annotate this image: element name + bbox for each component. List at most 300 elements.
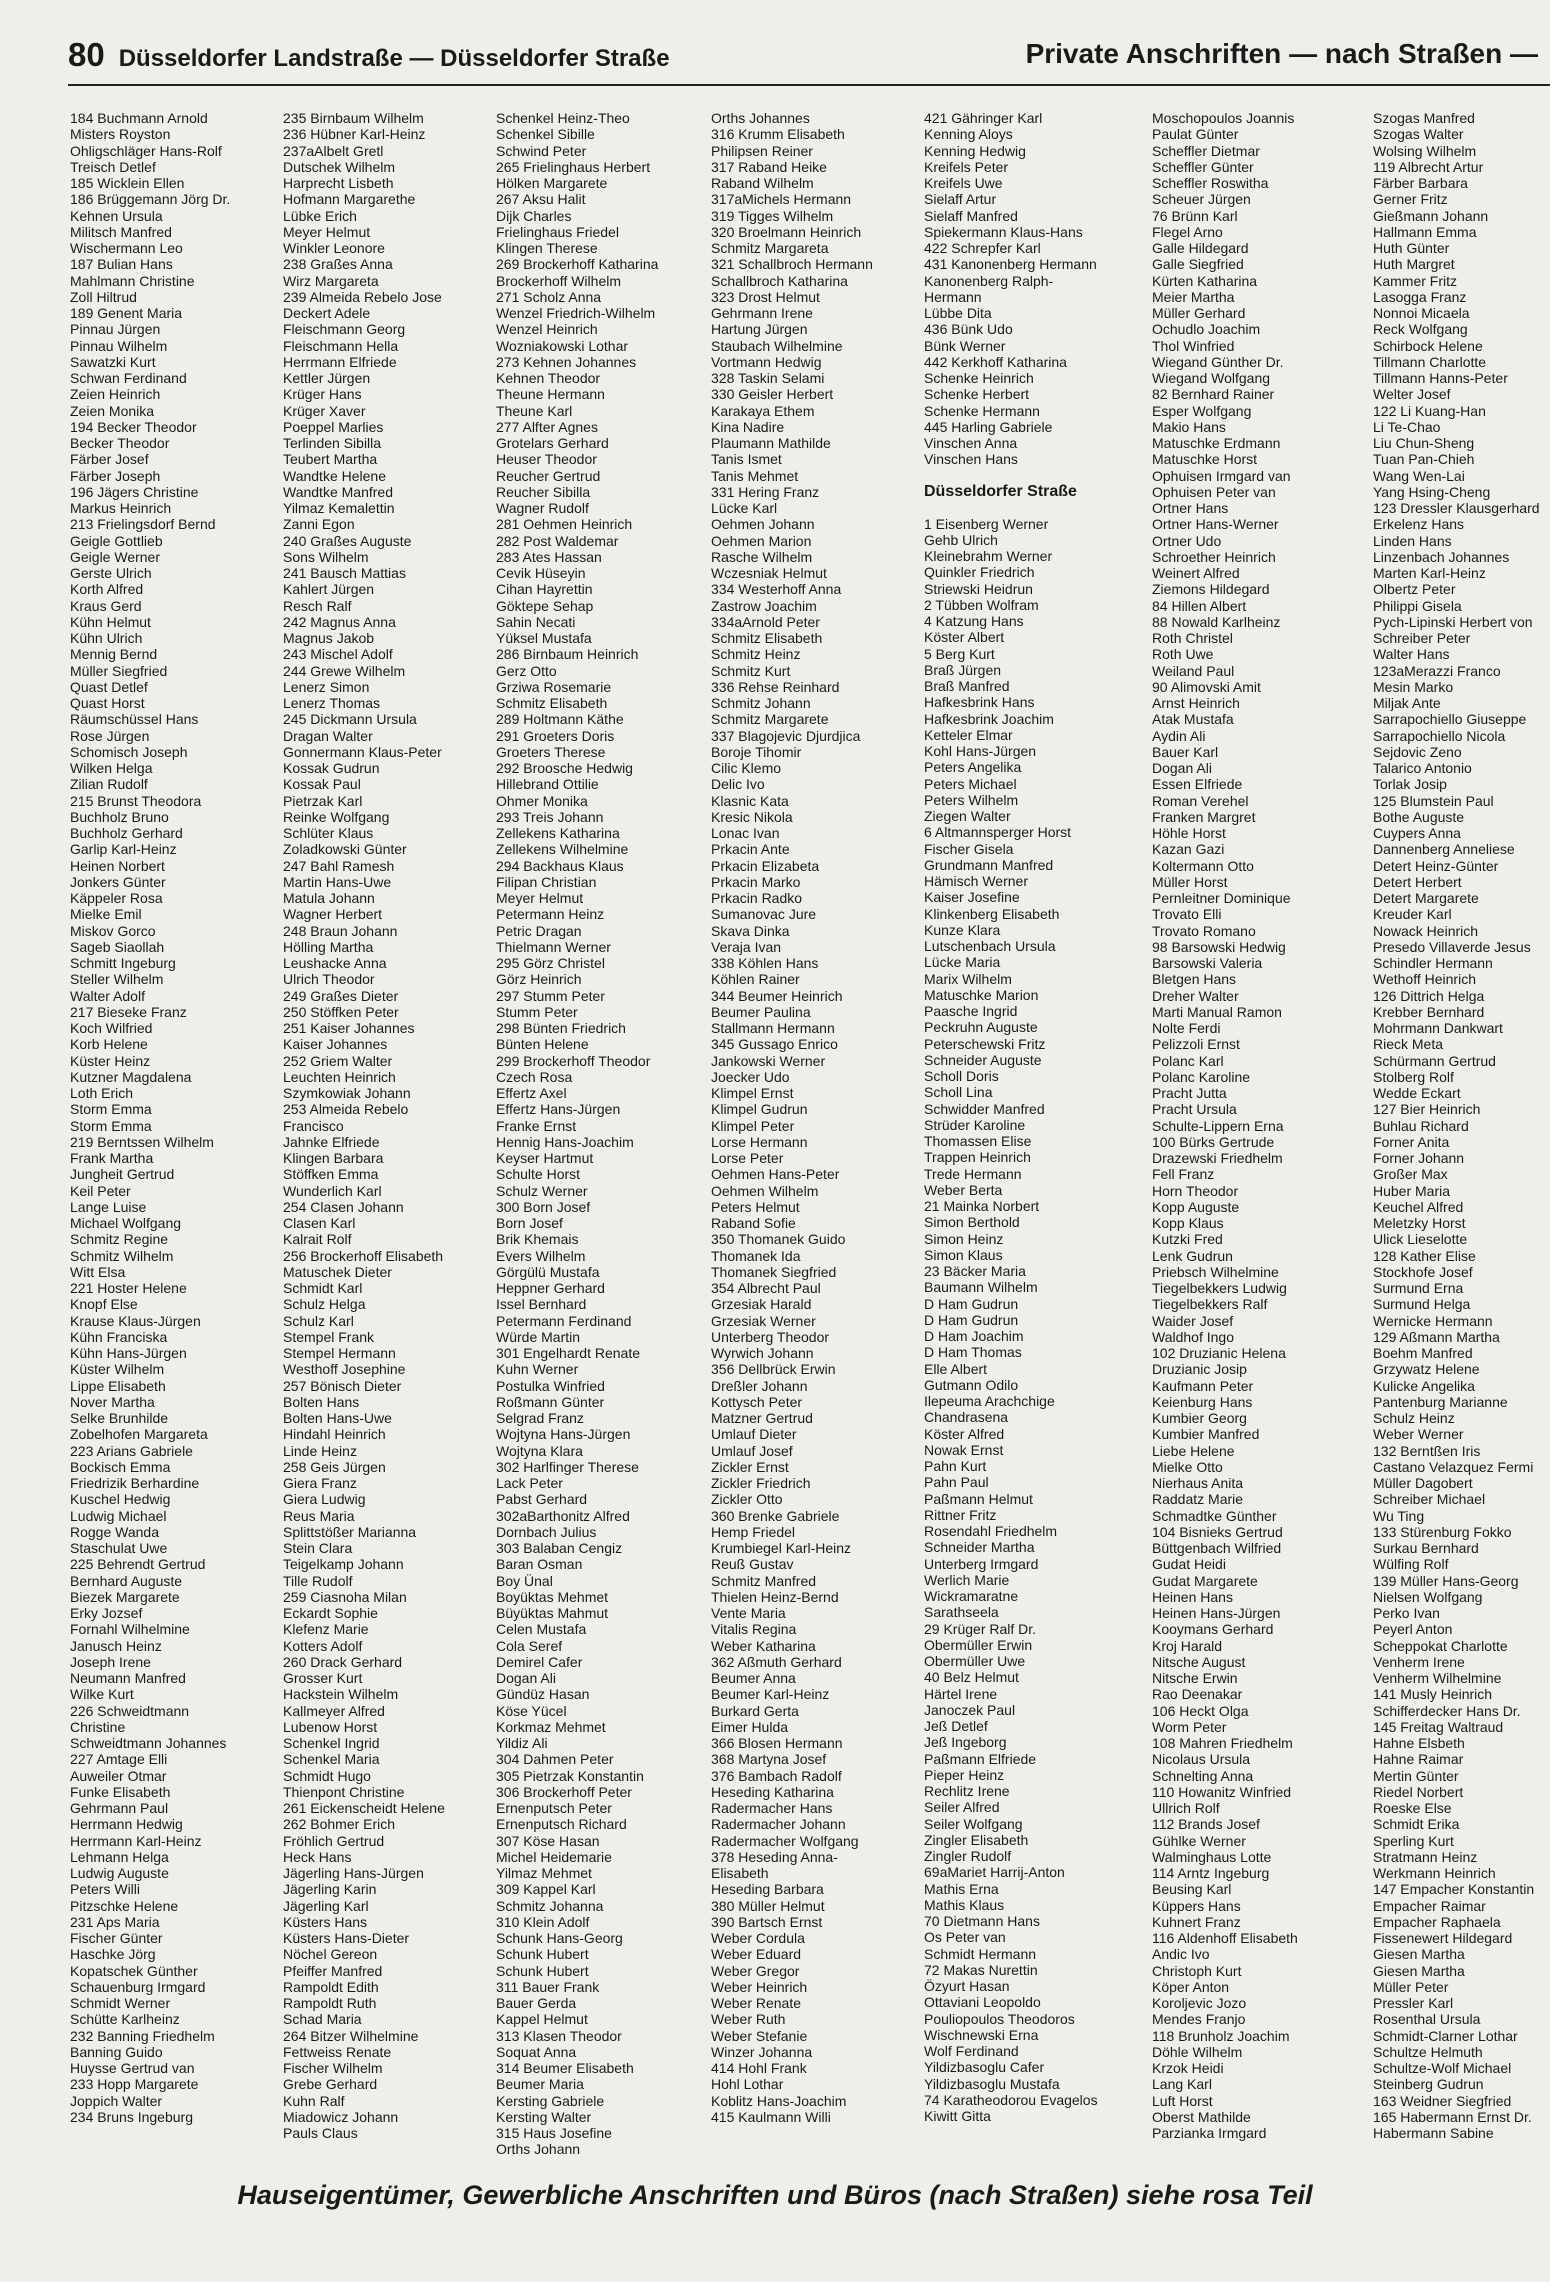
address-entry: Steller Wilhelm	[70, 971, 164, 988]
address-entry: 233 Hopp Margarete	[70, 2076, 199, 2093]
address-entry: Jankowski Werner	[711, 1052, 826, 1069]
address-entry: Empacher Raphaela	[1373, 1913, 1501, 1930]
address-entry: Horn Theodor	[1152, 1182, 1239, 1199]
address-entry: Biezek Margarete	[70, 1588, 180, 1605]
address-entry: Tanis Ismet	[711, 451, 782, 468]
address-entry: Celen Mustafa	[496, 1621, 587, 1638]
address-entry: 421 Gähringer Karl	[924, 110, 1043, 126]
address-entry: Lasogga Franz	[1373, 288, 1467, 305]
address-entry: Walter Hans	[1373, 646, 1450, 663]
address-entry: Yüksel Mustafa	[496, 630, 592, 646]
address-entry: Nover Martha	[70, 1393, 155, 1410]
address-entry: Cevik Hüseyin	[496, 565, 586, 581]
address-entry: Hahne Raimar	[1373, 1751, 1464, 1768]
address-entry: Sperling Kurt	[1373, 1832, 1454, 1849]
address-entry: Oehmen Wilhelm	[711, 1182, 819, 1199]
address-entry: Roth Christel	[1152, 630, 1233, 646]
address-entry: Trappen Heinrich	[924, 1149, 1031, 1166]
address-entry: Wozniakowski Lothar	[496, 337, 629, 354]
address-entry: Ottaviani Leopoldo	[924, 1994, 1041, 2011]
address-entry: Stempel Hermann	[283, 1345, 396, 1361]
address-entry: Wandtke Manfred	[283, 483, 393, 500]
address-entry: Seiler Wolfgang	[924, 1815, 1023, 1832]
address-entry: Prkacin Marko	[711, 873, 801, 890]
address-entry: Tille Rudolf	[283, 1572, 353, 1589]
address-entry: Habermann Sabine	[1373, 2125, 1494, 2141]
address-entry: Reinke Wolfgang	[283, 808, 390, 825]
address-entry: Essen Elfriede	[1152, 776, 1243, 793]
address-entry: Nitsche Erwin	[1152, 1670, 1238, 1686]
address-entry: Rechlitz Irene	[924, 1783, 1010, 1799]
address-entry: Rogge Wanda	[70, 1523, 159, 1540]
address-entry: Kulicke Angelika	[1373, 1377, 1475, 1394]
address-entry: 316 Krumm Elisabeth	[711, 126, 845, 143]
address-entry: Klingen Therese	[496, 240, 598, 256]
address-entry: Peters Willi	[70, 1881, 141, 1898]
address-entry: Hölken Margarete	[496, 175, 608, 191]
address-entry: Schallbroch Katharina	[711, 272, 848, 289]
address-entry: Schlüter Klaus	[283, 825, 374, 841]
address-entry: Scheuer Jürgen	[1152, 191, 1251, 208]
address-entry: Krüger Xaver	[283, 402, 366, 419]
address-entry: Zoladkowski Günter	[283, 841, 407, 858]
address-entry: Liu Chun-Sheng	[1373, 435, 1475, 451]
address-entry: Hallmann Emma	[1373, 223, 1477, 240]
address-entry: 132 Berntßen Iris	[1373, 1442, 1481, 1459]
address-entry: Schmidt Hugo	[283, 1767, 371, 1784]
address-entry: Peters Angelika	[924, 759, 1022, 776]
address-entry: Wilke Kurt	[70, 1686, 134, 1703]
address-entry: Surkau Bernhard	[1373, 1540, 1479, 1556]
address-entry: Wolf Ferdinand	[924, 2043, 1019, 2059]
address-entry: 69aMariet Harrij-Anton	[924, 1864, 1065, 1881]
address-entry: 70 Dietmann Hans	[924, 1913, 1040, 1929]
address-entry: Harprecht Lisbeth	[283, 175, 394, 191]
address-entry: 123aMerazzi Franco	[1373, 662, 1501, 679]
address-entry: Boehm Manfred	[1373, 1345, 1473, 1361]
address-entry: Knopf Else	[70, 1296, 138, 1313]
address-entry: Kohl Hans-Jürgen	[924, 743, 1037, 759]
address-entry: Werlich Marie	[924, 1571, 1010, 1588]
address-entry: 302aBarthonitz Alfred	[496, 1507, 630, 1524]
address-entry: Simon Heinz	[924, 1230, 1004, 1247]
address-entry: Kresic Nikola	[711, 808, 793, 825]
address-entry: Simon Berthold	[924, 1214, 1020, 1231]
address-entry: Selke Brunhilde	[70, 1410, 169, 1426]
address-entry: 165 Habermann Ernst Dr.	[1373, 2108, 1532, 2125]
address-entry: Boyüktas Mehmet	[496, 1588, 609, 1605]
address-entry: 366 Blosen Hermann	[711, 1735, 843, 1751]
address-entry: Vente Maria	[711, 1605, 786, 1621]
address-entry: Nöchel Gereon	[283, 1946, 378, 1963]
address-entry: Köhlen Rainer	[711, 971, 800, 988]
address-entry: Erky Jozsef	[70, 1605, 143, 1621]
address-entry: 237aAlbelt Gretl	[283, 142, 384, 159]
address-entry: Fischer Gisela	[924, 840, 1014, 857]
address-entry: Beumer Paulina	[711, 1003, 811, 1020]
address-entry: Ziegen Walter	[924, 808, 1011, 824]
address-entry: Herrmann Karl-Heinz	[70, 1832, 202, 1849]
address-entry: Kroj Harald	[1152, 1637, 1223, 1654]
address-entry: Grundmann Manfred	[924, 856, 1054, 873]
address-entry: Philippi Gisela	[1373, 597, 1462, 614]
address-entry: Ochudlo Joachim	[1152, 321, 1261, 338]
address-entry: 350 Thomanek Guido	[711, 1231, 846, 1248]
address-entry: 294 Backhaus Klaus	[496, 857, 624, 874]
address-entry: Radermacher Hans	[711, 1800, 833, 1816]
address-entry: 331 Hering Franz	[711, 483, 820, 500]
address-entry: Schenkel Ingrid	[283, 1735, 380, 1751]
address-entry: Dragan Walter	[283, 727, 373, 744]
address-entry: 334 Westerhoff Anna	[711, 581, 842, 598]
address-entry: Rose Jürgen	[70, 727, 150, 744]
page-title: Düsseldorfer Landstraße — Düsseldorfer Straße	[118, 45, 670, 72]
address-entry: Weber Cordula	[711, 1930, 805, 1946]
address-entry: Schulz Helga	[283, 1296, 366, 1313]
address-entry: Peterschewski Fritz	[924, 1035, 1046, 1052]
address-entry: Paasche Ingrid	[924, 1003, 1018, 1019]
address-entry: Martin Hans-Uwe	[283, 873, 392, 890]
address-entry: Wernicke Hermann	[1373, 1312, 1493, 1329]
address-entry: Beumer Anna	[711, 1670, 796, 1686]
address-entry: Bolten Hans-Uwe	[283, 1410, 392, 1426]
address-entry: Herrmann Hedwig	[70, 1816, 183, 1833]
address-entry: Thomassen Elise	[924, 1133, 1032, 1149]
address-entry: Grziwa Rosemarie	[496, 678, 612, 695]
address-entry: Hartung Jürgen	[711, 321, 808, 338]
address-entry: Sahin Necati	[496, 613, 576, 630]
address-entry: Kunze Klara	[924, 921, 1001, 938]
address-entry: Scheppokat Charlotte	[1373, 1637, 1508, 1654]
address-entry: Simon Klaus	[924, 1246, 1003, 1263]
address-entry: Heuser Theodor	[496, 451, 597, 468]
address-entry: Stumm Peter	[496, 1003, 578, 1020]
address-entry: Zickler Friedrich	[711, 1475, 811, 1491]
address-entry: D Ham Thomas	[924, 1344, 1022, 1361]
address-entry: Schnelting Anna	[1152, 1767, 1254, 1784]
address-entry: Cuypers Anna	[1373, 825, 1461, 841]
address-entry: Weber Katharina	[711, 1637, 816, 1654]
address-entry: 431 Kanonenberg Hermann	[924, 256, 1097, 273]
address-entry: 281 Oehmen Heinrich	[496, 516, 633, 533]
address-entry: Kottysch Peter	[711, 1393, 803, 1410]
address-entry: Gündüz Hasan	[496, 1686, 590, 1703]
address-entry: Miljak Ante	[1373, 695, 1441, 711]
address-entry: Ernenputsch Richard	[496, 1816, 627, 1833]
address-entry: Druzianic Josip	[1152, 1361, 1247, 1378]
address-entry: Roßmann Günter	[496, 1393, 605, 1410]
address-entry: Thomanek Siegfried	[711, 1263, 837, 1280]
address-entry: Reus Maria	[283, 1507, 355, 1524]
page-number: 80	[68, 36, 105, 73]
address-entry: Schwidder Manfred	[924, 1100, 1045, 1117]
address-entry: Jonkers Günter	[70, 873, 166, 890]
address-entry: 378 Heseding Anna-	[711, 1848, 838, 1865]
address-entry: Teigelkamp Johann	[283, 1556, 404, 1573]
address-entry: 344 Beumer Heinrich	[711, 987, 843, 1004]
address-entry: Hennig Hans-Joachim	[496, 1133, 634, 1150]
address-entry: 257 Bönisch Dieter	[283, 1377, 402, 1394]
address-entry: Jahnke Elfriede	[283, 1133, 380, 1150]
address-entry: Bolten Hans	[283, 1393, 360, 1410]
address-entry: Käppeler Rosa	[70, 890, 163, 906]
address-column-4	[711, 110, 916, 2125]
address-entry: Pracht Jutta	[1152, 1085, 1227, 1101]
address-entry: Tillmann Hanns-Peter	[1373, 370, 1508, 386]
address-entry: Pahn Paul	[924, 1474, 989, 1491]
address-entry: Kehnen Ursula	[70, 207, 163, 224]
address-entry: Korb Helene	[70, 1036, 148, 1053]
address-entry: Garlip Karl-Heinz	[70, 841, 177, 858]
address-entry: Splittstößer Marianna	[283, 1523, 417, 1540]
address-entry: Nolte Ferdi	[1152, 1020, 1221, 1036]
address-entry: Lange Luise	[70, 1198, 147, 1215]
address-entry: Ortner Udo	[1152, 532, 1222, 549]
address-entry: Matula Johann	[283, 890, 375, 906]
address-entry: Pouliopoulos Theodoros	[924, 2010, 1075, 2027]
address-entry: Kaiser Josefine	[924, 889, 1020, 906]
address-entry: Gudat Heidi	[1152, 1556, 1226, 1573]
address-entry: Loth Erich	[70, 1085, 134, 1101]
address-entry: 236 Hübner Karl-Heinz	[283, 126, 426, 143]
address-entry: 304 Dahmen Peter	[496, 1751, 614, 1768]
address-entry: Fornahl Wilhelmine	[70, 1621, 190, 1638]
address-entry: Heck Hans	[283, 1848, 352, 1865]
address-entry: 299 Brockerhoff Theodor	[496, 1052, 651, 1069]
address-entry: Schmidt Karl	[283, 1280, 363, 1296]
address-entry: Matuschke Horst	[1152, 451, 1258, 468]
address-entry: Frielinghaus Friedel	[496, 223, 619, 240]
address-entry: Schenke Heinrich	[924, 370, 1034, 386]
address-entry: Schenke Herbert	[924, 386, 1030, 403]
address-entry: Kleinebrahm Werner	[924, 548, 1053, 564]
address-entry: Cihan Hayrettin	[496, 581, 593, 598]
address-entry: Kersting Walter	[496, 2108, 592, 2125]
address-entry: 271 Scholz Anna	[496, 288, 602, 305]
address-entry: 295 Görz Christel	[496, 955, 605, 971]
address-entry: Selgrad Franz	[496, 1410, 584, 1426]
address-entry: Zellekens Katharina	[496, 825, 620, 841]
address-entry: Pelizzoli Ernst	[1152, 1036, 1240, 1053]
address-entry: Keuchel Alfred	[1373, 1198, 1464, 1215]
address-entry: Raband Wilhelm	[711, 175, 814, 191]
address-entry: Surmund Helga	[1373, 1296, 1471, 1313]
address-entry: Bauer Gerda	[496, 1995, 577, 2011]
address-entry: 238 Graßes Anna	[283, 256, 393, 273]
address-entry: Torlak Josip	[1373, 776, 1447, 793]
address-entry: 249 Graßes Dieter	[283, 987, 399, 1004]
address-entry: Reucher Gertrud	[496, 467, 601, 484]
address-entry: Weber Stefanie	[711, 2027, 808, 2044]
address-entry: Schmitz Margarete	[711, 711, 829, 728]
address-entry: Haschke Jörg	[70, 1946, 156, 1963]
address-entry: Mathis Klaus	[924, 1896, 1005, 1913]
address-entry: 232 Banning Friedhelm	[70, 2027, 215, 2044]
address-entry: Esper Wolfgang	[1152, 402, 1252, 419]
address-entry: 362 Aßmuth Gerhard	[711, 1653, 842, 1670]
address-entry: Karakaya Ethem	[711, 402, 815, 419]
address-entry: Kuhn Ralf	[283, 2092, 345, 2109]
address-entry: Färber Joseph	[70, 467, 161, 484]
address-entry: Delic Ivo	[711, 776, 765, 793]
address-entry: 104 Bisnieks Gertrud	[1152, 1523, 1283, 1540]
address-entry: 163 Weidner Siegfried	[1373, 2092, 1512, 2109]
address-entry: Schmidt Erika	[1373, 1816, 1460, 1833]
address-entry: Kenning Hedwig	[924, 142, 1026, 159]
address-entry: Rampoldt Ruth	[283, 1995, 377, 2011]
address-entry: Hofmann Margarethe	[283, 191, 416, 208]
address-entry: Vinschen Anna	[924, 435, 1018, 451]
address-entry: Geigle Gottlieb	[70, 532, 163, 549]
address-entry: Schmidt Hermann	[924, 1945, 1037, 1962]
address-entry: 356 Dellbrück Erwin	[711, 1361, 836, 1378]
address-entry: Yilmaz Kemalettin	[283, 500, 395, 516]
address-entry: Baumann Wilhelm	[924, 1279, 1038, 1296]
address-entry: 196 Jägers Christine	[70, 483, 199, 500]
address-entry: Markus Heinrich	[70, 500, 172, 516]
address-entry: Schifferdecker Hans Dr.	[1373, 1702, 1521, 1719]
address-entry: Winzer Johanna	[711, 2043, 813, 2060]
address-entry: Lonac Ivan	[711, 825, 780, 841]
address-entry: Zilian Rudolf	[70, 776, 148, 793]
address-entry: Elisabeth	[711, 1865, 769, 1881]
address-entry: Kahlert Jürgen	[283, 581, 375, 598]
address-entry: Cilic Klemo	[711, 760, 782, 776]
address-entry: Kraus Gerd	[70, 597, 142, 614]
address-entry: Quast Horst	[70, 695, 145, 711]
address-entry: Andic Ivo	[1152, 1946, 1210, 1963]
address-entry: Oehmen Hans-Peter	[711, 1166, 840, 1183]
address-entry: Roeske Else	[1373, 1800, 1452, 1816]
address-entry: 110 Howanitz Winfried	[1152, 1783, 1292, 1800]
address-entry: Funke Elisabeth	[70, 1783, 171, 1800]
address-entry: Wiegand Wolfgang	[1152, 370, 1271, 386]
address-entry: Kenning Aloys	[924, 126, 1013, 143]
address-entry: Winkler Leonore	[283, 240, 385, 256]
address-entry: Härtel Irene	[924, 1685, 998, 1702]
address-entry: Thienpont Christine	[283, 1783, 405, 1800]
address-entry: Schad Maria	[283, 2011, 362, 2028]
address-entry: Kuhn Werner	[496, 1361, 579, 1378]
address-entry: Stratmann Heinz	[1373, 1848, 1478, 1865]
address-entry: Linzenbach Johannes	[1373, 548, 1510, 565]
address-entry: Franken Margret	[1152, 808, 1256, 825]
address-entry: Radermacher Johann	[711, 1816, 846, 1833]
address-entry: Göktepe Sehap	[496, 597, 594, 614]
address-entry: 260 Drack Gerhard	[283, 1653, 403, 1670]
address-entry: Matuschek Dieter	[283, 1263, 392, 1280]
address-entry: Schmitz Manfred	[711, 1572, 817, 1589]
address-entry: Tiegelbekkers Ralf	[1152, 1296, 1268, 1313]
address-entry: 5 Berg Kurt	[924, 645, 995, 662]
address-entry: Schmitz Kurt	[711, 662, 791, 679]
address-entry: Kühn Hans-Jürgen	[70, 1345, 187, 1361]
address-entry: Raband Sofie	[711, 1215, 796, 1231]
address-entry: Vinschen Hans	[924, 451, 1018, 468]
address-entry: 301 Engelhardt Renate	[496, 1345, 640, 1361]
address-entry: 129 Aßmann Martha	[1373, 1328, 1500, 1345]
address-entry: 40 Belz Helmut	[924, 1669, 1019, 1686]
address-entry: Hermann	[924, 288, 982, 305]
address-entry: Eimer Hulda	[711, 1718, 789, 1735]
address-entry: Kreifels Peter	[924, 158, 1009, 175]
address-entry: Magnus Jakob	[283, 630, 375, 646]
address-entry: Yildizbasoglu Cafer	[924, 2059, 1045, 2076]
address-entry: 186 Brüggemann Jörg Dr.	[70, 191, 231, 208]
address-entry: Schunk Hans-Georg	[496, 1930, 623, 1946]
address-entry: Giera Ludwig	[283, 1491, 366, 1508]
address-entry: 313 Klasen Theodor	[496, 2027, 622, 2044]
address-entry: Höhle Horst	[1152, 825, 1226, 841]
address-entry: Thomanek Ida	[711, 1247, 801, 1264]
address-entry: Hackstein Wilhelm	[283, 1686, 399, 1703]
address-entry: 23 Bäcker Maria	[924, 1263, 1026, 1279]
address-entry: Szogas Walter	[1373, 126, 1464, 143]
address-entry: Marix Wilhelm	[924, 970, 1012, 987]
address-entry: 317aMichels Hermann	[711, 191, 852, 208]
address-entry: Matuschke Marion	[924, 986, 1039, 1003]
address-entry: Francisco	[283, 1117, 344, 1134]
address-entry: Schweidtmann Johannes	[70, 1735, 227, 1751]
address-entry: Schultze-Wolf Michael	[1373, 2060, 1512, 2076]
address-entry: Scholl Doris	[924, 1068, 999, 1084]
address-entry: Dutschek Wilhelm	[283, 158, 396, 175]
address-entry: Born Josef	[496, 1215, 563, 1231]
address-entry: Wickramaratne	[924, 1588, 1019, 1604]
address-entry: Gudat Margarete	[1152, 1572, 1258, 1589]
address-entry: Hahne Elsbeth	[1373, 1735, 1465, 1751]
address-entry: 258 Geis Jürgen	[283, 1458, 386, 1475]
address-entry: Reuß Gustav	[711, 1556, 794, 1573]
address-entry: 247 Bahl Ramesh	[283, 857, 395, 874]
address-entry: 194 Becker Theodor	[70, 418, 197, 435]
address-entry: Striewski Heidrun	[924, 580, 1033, 597]
address-entry: 116 Aldenhoff Elisabeth	[1152, 1930, 1298, 1946]
address-entry: Dannenberg Anneliese	[1373, 841, 1515, 858]
address-entry: Trede Hermann	[924, 1165, 1022, 1182]
address-entry: Zeien Heinrich	[70, 386, 161, 403]
address-entry: 328 Taskin Selami	[711, 370, 825, 386]
address-entry: Bernhard Auguste	[70, 1572, 183, 1589]
address-entry: Müller Siegfried	[70, 662, 168, 679]
address-entry: Yildizbasoglu Mustafa	[924, 2075, 1060, 2092]
address-entry: 414 Hohl Frank	[711, 2060, 807, 2076]
address-entry: Scheffler Dietmar	[1152, 142, 1260, 159]
address-entry: Pitzschke Helene	[70, 1897, 179, 1914]
address-entry: Büttgenbach Wilfried	[1152, 1540, 1282, 1556]
address-entry: Nielsen Wolfgang	[1373, 1588, 1483, 1605]
address-entry: 277 Alfter Agnes	[496, 418, 598, 435]
address-entry: Großer Max	[1373, 1166, 1448, 1183]
address-entry: Sumanovac Jure	[711, 906, 817, 923]
address-entry: Unterberg Theodor	[711, 1328, 830, 1345]
address-entry: Umlauf Dieter	[711, 1426, 797, 1443]
address-entry: Thol Winfried	[1152, 337, 1235, 354]
address-entry: 305 Pietrzak Konstantin	[496, 1767, 644, 1784]
address-entry: Koroljevic Jozo	[1152, 1995, 1247, 2011]
address-entry: Wu Ting	[1373, 1507, 1425, 1524]
address-entry: Weber Eduard	[711, 1946, 802, 1963]
address-entry: 368 Martyna Josef	[711, 1751, 827, 1768]
address-entry: Yildiz Ali	[496, 1735, 548, 1751]
address-entry: Grzesiak Werner	[711, 1312, 816, 1329]
address-entry: Özyurt Hasan	[924, 1978, 1010, 1994]
address-entry: 252 Griem Walter	[283, 1052, 393, 1069]
address-entry: Tanis Mehmet	[711, 467, 799, 484]
address-entry: Kumbier Manfred	[1152, 1426, 1260, 1443]
address-entry: Wojtyna Klara	[496, 1442, 583, 1459]
address-entry: 227 Amtage Elli	[70, 1751, 168, 1768]
